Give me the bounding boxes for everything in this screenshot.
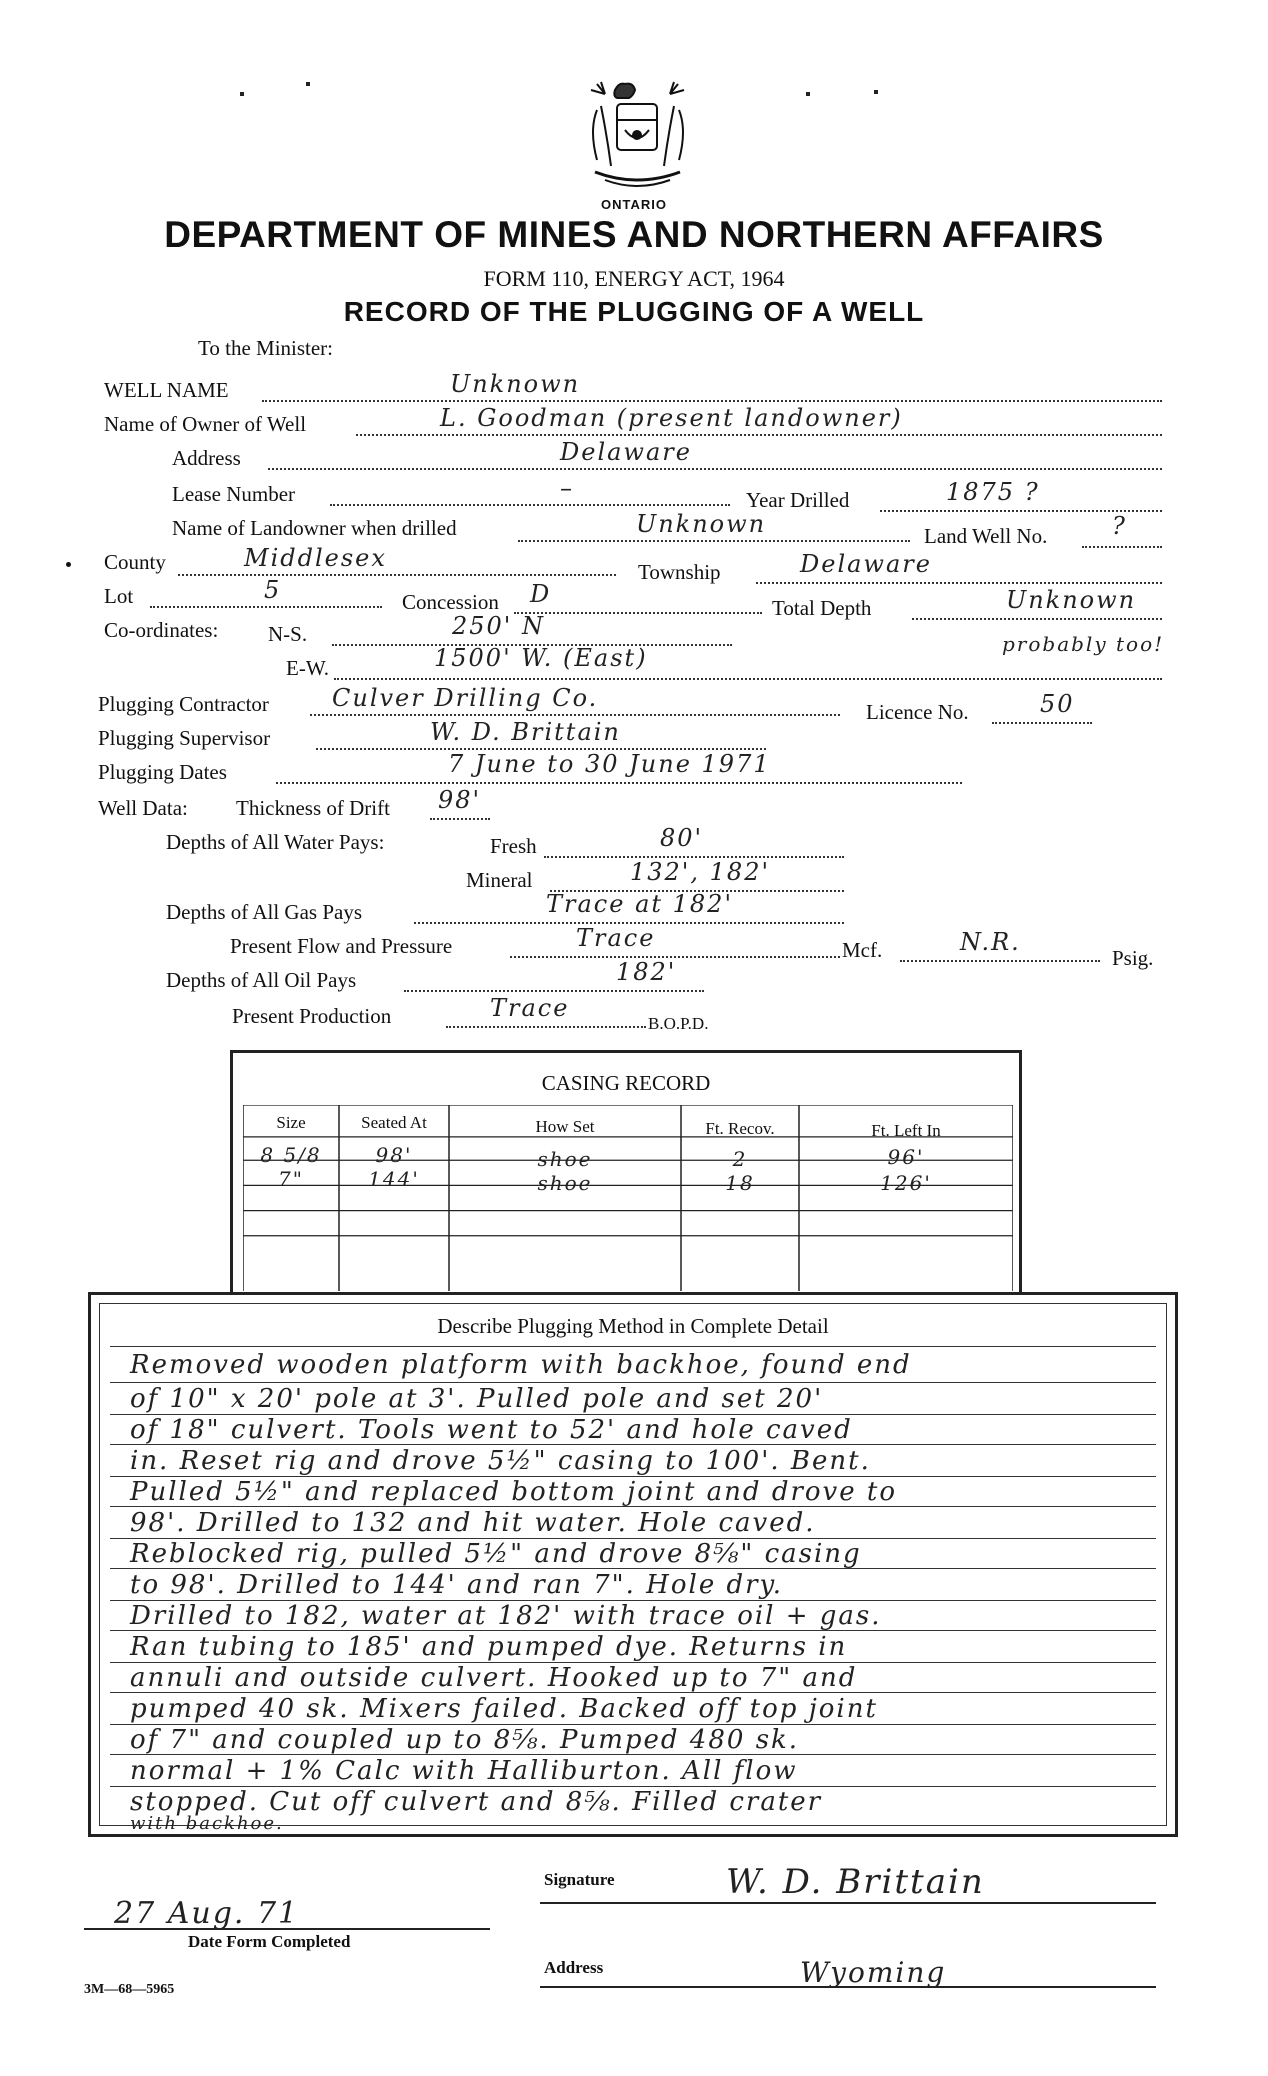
supervisor-value[interactable]: W. D. Brittain [430, 718, 621, 746]
mineral-value[interactable]: 132', 182' [630, 858, 771, 886]
ruled-line [110, 1346, 1156, 1347]
department-title: DEPARTMENT OF MINES AND NORTHERN AFFAIRS [164, 214, 1104, 255]
township-value[interactable]: Delaware [800, 550, 932, 578]
owner-value[interactable]: L. Goodman (present landowner) [440, 404, 903, 432]
address-footer-label: Address [544, 1958, 604, 1977]
casing-cell[interactable]: 96' [887, 1145, 925, 1169]
dates-label: Plugging Dates [98, 760, 227, 784]
oil-pays-value[interactable]: 182' [616, 958, 677, 986]
land-well-no-line [1082, 546, 1162, 548]
land-well-no-value[interactable]: ? [1112, 512, 1127, 540]
casing-header-ft-recov: Ft. Recov. [705, 1119, 775, 1138]
casing-cell[interactable]: 2 [732, 1147, 748, 1171]
casing-cell[interactable]: 18 [725, 1171, 755, 1195]
mcf-label: Mcf. [842, 938, 883, 962]
fresh-label: Fresh [490, 834, 537, 858]
margin-mark [66, 562, 71, 567]
salutation: To the Minister: [198, 336, 334, 360]
flow-pressure-value[interactable]: Trace [576, 924, 656, 952]
land-well-no-label: Land Well No. [924, 524, 1048, 548]
county-label: County [104, 550, 166, 574]
date-completed-value[interactable]: 27 Aug. 71 [114, 1896, 300, 1931]
landowner-label: Name of Landowner when drilled [172, 516, 457, 540]
supervisor-label: Plugging Supervisor [98, 726, 271, 750]
address-line [268, 468, 1162, 470]
lease-label: Lease Number [172, 482, 296, 506]
psig-line [900, 960, 1100, 962]
dates-value[interactable]: 7 June to 30 June 1971 [448, 750, 771, 778]
casing-cell[interactable]: 98' [375, 1143, 413, 1167]
plugging-text-line[interactable]: of 10" x 20' pole at 3'. Pulled pole and set 20' [130, 1384, 824, 1414]
production-line [446, 1026, 646, 1028]
casing-header-seated-at: Seated At [361, 1113, 427, 1132]
ruled-line [110, 1382, 1156, 1383]
scan-mark [806, 92, 810, 96]
scan-mark [240, 92, 244, 96]
casing-cell[interactable]: 8 5/8 [260, 1143, 322, 1167]
casing-record-title: CASING RECORD [541, 1071, 711, 1095]
total-depth-label: Total Depth [772, 596, 872, 620]
well-name-label: WELL NAME [104, 378, 229, 402]
well-name-value[interactable]: Unknown [450, 370, 581, 398]
flow-pressure-label: Present Flow and Pressure [230, 934, 453, 958]
landowner-value[interactable]: Unknown [636, 510, 767, 538]
plugging-text-line[interactable]: Drilled to 182, water at 182' with trace oil + gas. [130, 1601, 882, 1631]
date-completed-label: Date Form Completed [188, 1932, 351, 1951]
psig-value[interactable]: N.R. [960, 928, 1021, 956]
lease-line [330, 504, 730, 506]
county-line [178, 574, 616, 576]
lot-label: Lot [104, 584, 134, 608]
signature-value[interactable]: W. D. Brittain [726, 1862, 985, 1902]
owner-label: Name of Owner of Well [104, 412, 307, 436]
drift-label: Thickness of Drift [236, 796, 390, 820]
year-drilled-label: Year Drilled [746, 488, 850, 512]
plugging-text-line[interactable]: in. Reset rig and drove 5½" casing to 100'. Bent. [130, 1446, 871, 1476]
licence-value[interactable]: 50 [1040, 690, 1075, 718]
gas-pays-value[interactable]: Trace at 182' [546, 890, 734, 918]
ew-label: E-W. [286, 656, 329, 680]
plugging-text-line[interactable]: with backhoe. [130, 1813, 284, 1834]
township-line [756, 582, 1162, 584]
plugging-text-line[interactable]: Ran tubing to 185' and pumped dye. Returns in [130, 1632, 848, 1662]
plugging-text-line[interactable]: of 18" culvert. Tools went to 52' and hole caved [130, 1415, 853, 1445]
plugging-method-title: Describe Plugging Method in Complete Detail [437, 1314, 829, 1338]
concession-line [514, 612, 762, 614]
plugging-method-box [88, 1292, 1178, 1837]
plugging-method-inner [99, 1303, 1167, 1834]
drift-line [430, 818, 490, 820]
owner-line [356, 434, 1162, 436]
licence-label: Licence No. [866, 700, 969, 724]
water-pays-label: Depths of All Water Pays: [166, 830, 385, 854]
address-footer-line [540, 1986, 1156, 1988]
lot-line [150, 606, 382, 608]
casing-header-how-set: How Set [535, 1117, 595, 1136]
lease-value[interactable]: – [560, 474, 574, 502]
year-drilled-value[interactable]: 1875 ? [946, 478, 1040, 506]
dates-line [276, 782, 962, 784]
plugging-text-line[interactable]: annuli and outside culvert. Hooked up to 7" and [130, 1663, 858, 1693]
casing-cell[interactable]: shoe [537, 1147, 593, 1171]
plugging-text-line[interactable]: of 7" and coupled up to 8⅝. Pumped 480 sk. [130, 1725, 800, 1755]
page-title: RECORD OF THE PLUGGING OF A WELL [343, 296, 925, 327]
total-depth-value[interactable]: Unknown [1006, 586, 1137, 614]
mineral-label: Mineral [466, 868, 533, 892]
casing-cell[interactable]: 7" [278, 1167, 304, 1191]
signature-line [540, 1902, 1156, 1904]
address-value[interactable]: Delaware [560, 438, 692, 466]
contractor-label: Plugging Contractor [98, 692, 269, 716]
oil-pays-line [404, 990, 704, 992]
oil-pays-label: Depths of All Oil Pays [166, 968, 357, 992]
casing-record [230, 1050, 1022, 1295]
licence-line [992, 722, 1092, 724]
contractor-line [310, 714, 840, 716]
county-value[interactable]: Middlesex [244, 544, 387, 572]
casing-header-ft-left-in: Ft. Left In [871, 1121, 941, 1140]
ns-label: N-S. [268, 622, 308, 646]
well-name-line [262, 400, 1162, 402]
lot-value[interactable]: 5 [264, 576, 282, 604]
total-depth-line [912, 618, 1162, 620]
township-label: Township [638, 560, 721, 584]
concession-value[interactable]: D [530, 580, 552, 608]
casing-header-size: Size [276, 1113, 306, 1132]
concession-label: Concession [402, 590, 499, 614]
casing-cell[interactable]: shoe [537, 1171, 593, 1195]
plugging-text-line[interactable]: Reblocked rig, pulled 5½" and drove 8⅝" casing [130, 1539, 862, 1569]
psig-label: Psig. [1112, 946, 1154, 970]
production-label: Present Production [232, 1004, 392, 1028]
scan-mark [874, 90, 878, 94]
drift-value[interactable]: 98' [438, 786, 482, 814]
date-line [84, 1928, 490, 1930]
coordinates-label: Co-ordinates: [104, 618, 219, 642]
casing-cell[interactable]: 126' [880, 1171, 932, 1195]
province-label: ONTARIO [601, 197, 667, 212]
contractor-value[interactable]: Culver Drilling Co. [332, 684, 599, 712]
bopd-label: B.O.P.D. [648, 1014, 709, 1033]
well-data-label: Well Data: [98, 796, 188, 820]
scan-mark [306, 82, 310, 86]
production-value[interactable]: Trace [490, 994, 570, 1022]
address-footer-value[interactable]: Wyoming [800, 1956, 947, 1989]
plugging-text-line[interactable]: 98'. Drilled to 132 and hit water. Hole caved. [130, 1508, 816, 1538]
address-label: Address [172, 446, 241, 470]
signature-label: Signature [544, 1870, 615, 1889]
ew-line [334, 678, 1162, 680]
plugging-text-line[interactable]: to 98'. Drilled to 144' and ran 7". Hole dry. [130, 1570, 784, 1600]
ns-value[interactable]: 250' N [452, 612, 546, 640]
ontario-coat-of-arms-icon [575, 80, 700, 195]
ew-value[interactable]: 1500' W. (East) [434, 644, 648, 672]
plugging-text-line[interactable]: Pulled 5½" and replaced bottom joint and drove to [130, 1477, 897, 1507]
form-number: FORM 110, ENERGY ACT, 1964 [483, 266, 785, 291]
plugging-text-line[interactable]: normal + 1% Calc with Halliburton. All flow [130, 1756, 798, 1786]
fresh-value[interactable]: 80' [660, 824, 704, 852]
ew-note[interactable]: probably too! [1002, 632, 1165, 656]
form-code: 3M—68—5965 [84, 1982, 175, 1997]
plugging-text-line[interactable]: pumped 40 sk. Mixers failed. Backed off top joint [130, 1694, 878, 1724]
plugging-text-line[interactable]: stopped. Cut off culvert and 8⅝. Filled crater [130, 1787, 823, 1817]
gas-pays-label: Depths of All Gas Pays [166, 900, 362, 924]
plugging-text-line[interactable]: Removed wooden platform with backhoe, found end [130, 1350, 912, 1380]
casing-cell[interactable]: 144' [368, 1167, 420, 1191]
landowner-line [518, 540, 910, 542]
